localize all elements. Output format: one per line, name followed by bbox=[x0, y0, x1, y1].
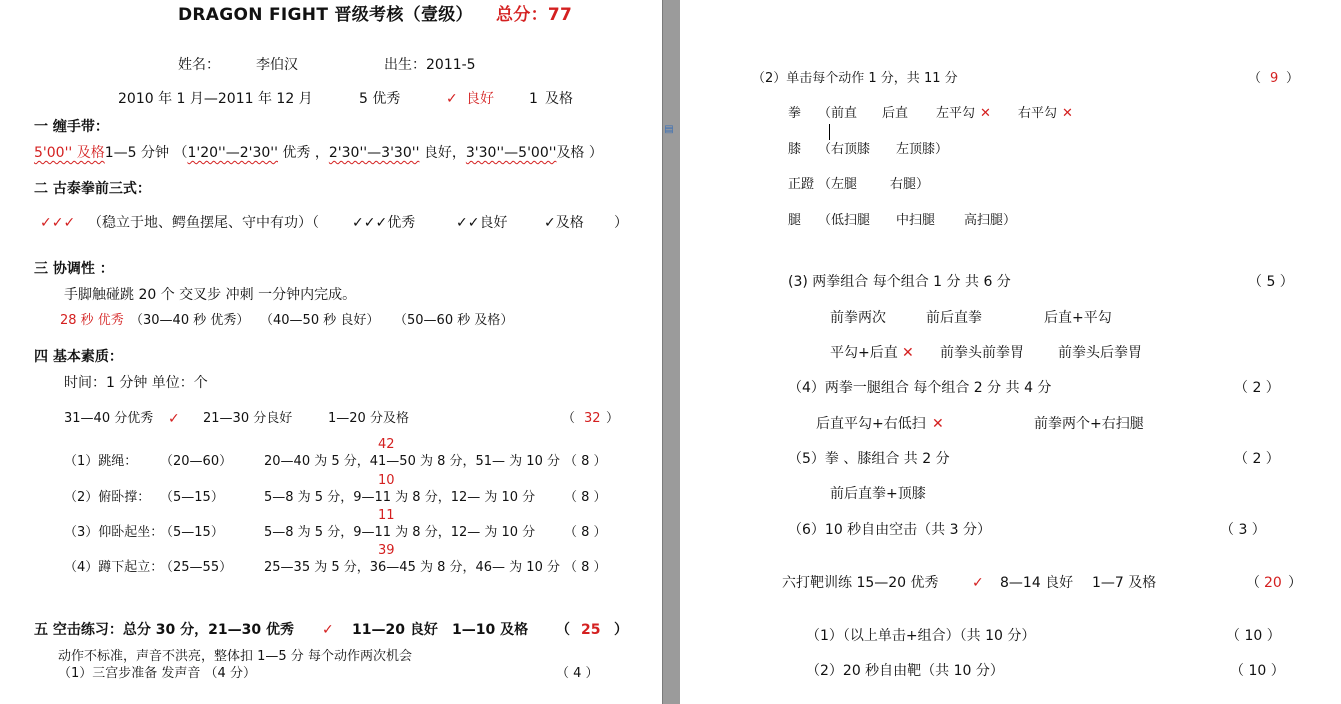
combo-item: 前拳头前拳胃 bbox=[940, 345, 1024, 361]
kick-label: 正蹬 bbox=[788, 177, 815, 192]
fist-item: 后直 bbox=[882, 106, 909, 121]
fist-label: 拳 bbox=[788, 106, 802, 121]
item-score: （ 8 ） bbox=[564, 525, 607, 540]
section-3-result: 28 秒 优秀 bbox=[60, 313, 124, 328]
item-label: （2）俯卧撑： bbox=[64, 490, 151, 505]
combo-item: 后直+平勾 bbox=[1044, 310, 1112, 326]
p5-score: （ 2 ） bbox=[1234, 451, 1280, 467]
item-rule: 5—8 为 5 分，9—11 为 8 分，12— 为 10 分 bbox=[264, 525, 536, 540]
section-3-heading: 三 协调性 ： bbox=[34, 261, 114, 277]
student-name: 李伯汉 bbox=[256, 57, 298, 73]
section-1-criteria-1-suffix: 优秀 ， bbox=[277, 145, 329, 161]
section-4-total-open: （ bbox=[562, 411, 576, 426]
leg-item: 高扫腿） bbox=[964, 213, 1017, 228]
p5-heading: （5）拳 、膝组合 共 2 分 bbox=[788, 451, 950, 467]
knee-label: 膝 bbox=[788, 142, 802, 157]
knee-item: 左顶膝） bbox=[896, 142, 949, 157]
p4-heading: （4）两拳一腿组合 每个组合 2 分 共 4 分 bbox=[788, 380, 1052, 396]
p7-sub-1: （1）（以上单击+组合）（共 10 分） bbox=[806, 628, 1036, 644]
section-1-criteria-2: 2'30''—3'30'' bbox=[328, 145, 420, 161]
section-3-criteria-1: （30—40 秒 优秀） bbox=[130, 313, 250, 328]
section-1-criteria-3: 3'30''—5'00'' bbox=[465, 145, 557, 161]
item-range: （5—15） bbox=[160, 490, 224, 505]
section-5-pass: 1—10 及格 bbox=[452, 622, 529, 638]
section-2-option-good: ✓✓良好 bbox=[456, 215, 508, 231]
p7-sub-2-score: （ 10 ） bbox=[1230, 663, 1285, 679]
p6-score: （ 3 ） bbox=[1220, 522, 1266, 538]
leg-item: （低扫腿 bbox=[818, 213, 871, 228]
item-count: 42 bbox=[378, 437, 395, 452]
p4-score: （ 2 ） bbox=[1234, 380, 1280, 396]
p2-heading: （2）单击每个动作 1 分，共 11 分 bbox=[752, 71, 958, 86]
section-1-criteria-1: 1'20''—2'30'' bbox=[187, 145, 278, 161]
item-range: （20—60） bbox=[160, 454, 233, 469]
check-mark: ✓ bbox=[446, 91, 458, 107]
kick-item: （左腿 bbox=[818, 177, 858, 192]
p7-sub-1-score: （ 10 ） bbox=[1226, 628, 1281, 644]
fist-item: （前直 bbox=[818, 106, 858, 121]
name-label: 姓名： bbox=[178, 57, 220, 73]
section-1-score: 5'00'' 及格 bbox=[34, 145, 105, 161]
section-5-heading: 五 空击练习：总分 30 分，21—30 优秀 bbox=[34, 622, 294, 638]
check-mark: ✓ bbox=[972, 575, 984, 591]
combo-item: 后直平勾+右低扫 bbox=[816, 416, 926, 432]
section-4-criteria-pass: 1—20 分及格 bbox=[328, 411, 409, 426]
p2-score-open: （ bbox=[1248, 71, 1262, 86]
section-3-criteria-3: （50—60 秒 及格） bbox=[394, 313, 514, 328]
section-3-criteria-2: （40—50 秒 良好） bbox=[260, 313, 380, 328]
section-5-score: 25 bbox=[581, 622, 601, 638]
p7-sub-2: （2）20 秒自由靶（共 10 分） bbox=[806, 663, 1004, 679]
p7-score-open: （ bbox=[1246, 575, 1260, 591]
section-1-line bbox=[34, 144, 603, 162]
item-count: 39 bbox=[378, 543, 395, 558]
fist-item: 右平勾 bbox=[1018, 106, 1058, 121]
section-4-criteria-excellent: 31—40 分优秀 bbox=[64, 411, 154, 426]
p3-heading: (3) 两拳组合 每个组合 1 分 共 6 分 bbox=[788, 274, 1011, 290]
p7-good: 8—14 良好 bbox=[1000, 575, 1074, 591]
section-2-heading: 二 古泰拳前三式： bbox=[34, 181, 151, 197]
item-score: （ 8 ） bbox=[564, 560, 607, 575]
item-rule: 20—40 为 5 分，41—50 为 8 分，51— 为 10 分 bbox=[264, 454, 560, 469]
grading-pass: 及格 bbox=[545, 91, 573, 107]
section-5-sub-1: （1）三宫步准备 发声音 （4 分） bbox=[58, 666, 256, 681]
section-5-score-open: （ bbox=[556, 622, 570, 638]
item-score: （ 8 ） bbox=[564, 454, 607, 469]
kick-item: 右腿） bbox=[890, 177, 930, 192]
section-5-score-close: ） bbox=[614, 622, 628, 638]
combo-item: 前后直拳 bbox=[926, 310, 982, 326]
section-2-option-excellent: ✓✓✓优秀 bbox=[352, 215, 416, 231]
item-range: （5—15） bbox=[160, 525, 224, 540]
paste-options-icon[interactable]: ▤ bbox=[664, 124, 674, 135]
p6-heading: （6）10 秒自由空击（共 3 分） bbox=[788, 522, 991, 538]
section-5-good: 11—20 良好 bbox=[352, 622, 438, 638]
section-1-criteria-2-suffix: 良好， bbox=[419, 145, 466, 161]
combo-item: 前拳两个+右扫腿 bbox=[1034, 416, 1144, 432]
p2-score: 9 bbox=[1270, 71, 1279, 86]
section-2-close: ） bbox=[614, 215, 628, 231]
grading-pass-count: 1 bbox=[529, 91, 538, 107]
leg-label: 腿 bbox=[788, 213, 802, 228]
check-mark: ✓ bbox=[322, 622, 334, 638]
combo-item: 前后直拳+顶膝 bbox=[830, 486, 926, 502]
item-count: 10 bbox=[378, 473, 395, 488]
knee-item: （右顶膝 bbox=[818, 142, 871, 157]
item-score: （ 8 ） bbox=[564, 490, 607, 505]
cross-mark: ✕ bbox=[902, 345, 914, 361]
section-4-total-close: ） bbox=[606, 411, 620, 426]
leg-item: 中扫腿 bbox=[896, 213, 936, 228]
section-3-desc: 手脚触碰跳 20 个 交叉步 冲刺 一分钟内完成。 bbox=[64, 287, 357, 303]
combo-item: 平勾+后直 bbox=[830, 345, 898, 361]
section-5-note: 动作不标准，声音不洪亮，整体扣 1—5 分 每个动作两次机会 bbox=[58, 649, 412, 664]
combo-item: 前拳头后拳胃 bbox=[1058, 345, 1142, 361]
p3-score: （ 5 ） bbox=[1248, 274, 1294, 290]
section-1-criteria-open: （ bbox=[173, 145, 188, 161]
cross-mark: ✕ bbox=[932, 416, 944, 432]
section-1-rule: 1—5 分钟 bbox=[104, 145, 169, 161]
fist-item: 左平勾 bbox=[936, 106, 976, 121]
left-page bbox=[0, 0, 662, 704]
grading-good: 良好 bbox=[466, 91, 494, 107]
section-1-criteria-3-suffix: 及格 ） bbox=[556, 145, 603, 161]
section-4-criteria-good: 21—30 分良好 bbox=[203, 411, 293, 426]
text-cursor bbox=[829, 124, 830, 140]
check-mark: ✓ bbox=[168, 411, 180, 427]
grading-period: 2010 年 1 月—2011 年 12 月 bbox=[118, 91, 313, 107]
cross-mark: ✕ bbox=[1062, 106, 1073, 121]
item-range: （25—55） bbox=[160, 560, 233, 575]
p7-score: 20 bbox=[1264, 575, 1282, 591]
section-2-marks: ✓✓✓ bbox=[40, 215, 76, 231]
section-2-option-pass: ✓及格 bbox=[544, 215, 584, 231]
p2-score-close: ） bbox=[1286, 71, 1300, 86]
item-rule: 25—35 为 5 分，36—45 为 8 分，46— 为 10 分 bbox=[264, 560, 560, 575]
p7-heading: 六打靶训练 15—20 优秀 bbox=[782, 575, 939, 591]
item-label: （4）蹲下起立： bbox=[64, 560, 164, 575]
section-5-sub-1-score: （ 4 ） bbox=[556, 666, 599, 681]
item-label: （1）跳绳： bbox=[64, 454, 138, 469]
birth-date: 出生：2011-5 bbox=[384, 57, 476, 73]
page-title: DRAGON FIGHT 晋级考核（壹级） bbox=[178, 5, 473, 25]
item-label: （3）仰卧起坐： bbox=[64, 525, 164, 540]
combo-item: 前拳两次 bbox=[830, 310, 886, 326]
page-gutter bbox=[662, 0, 682, 704]
total-score: 总分：77 bbox=[496, 5, 573, 25]
section-4-heading: 四 基本素质： bbox=[34, 349, 123, 365]
p7-pass: 1—7 及格 bbox=[1092, 575, 1157, 591]
grading-excellent: 5 优秀 bbox=[359, 91, 401, 107]
cross-mark: ✕ bbox=[980, 106, 991, 121]
section-4-time-unit: 时间：1 分钟 单位：个 bbox=[64, 375, 208, 391]
section-1-heading: 一 缠手带： bbox=[34, 119, 109, 135]
section-4-total: 32 bbox=[584, 411, 601, 426]
p7-score-close: ） bbox=[1288, 575, 1302, 591]
section-2-items: （稳立于地、鳄鱼摆尾、守中有功）（ bbox=[88, 215, 319, 231]
item-rule: 5—8 为 5 分，9—11 为 8 分，12— 为 10 分 bbox=[264, 490, 536, 505]
item-count: 11 bbox=[378, 508, 395, 523]
